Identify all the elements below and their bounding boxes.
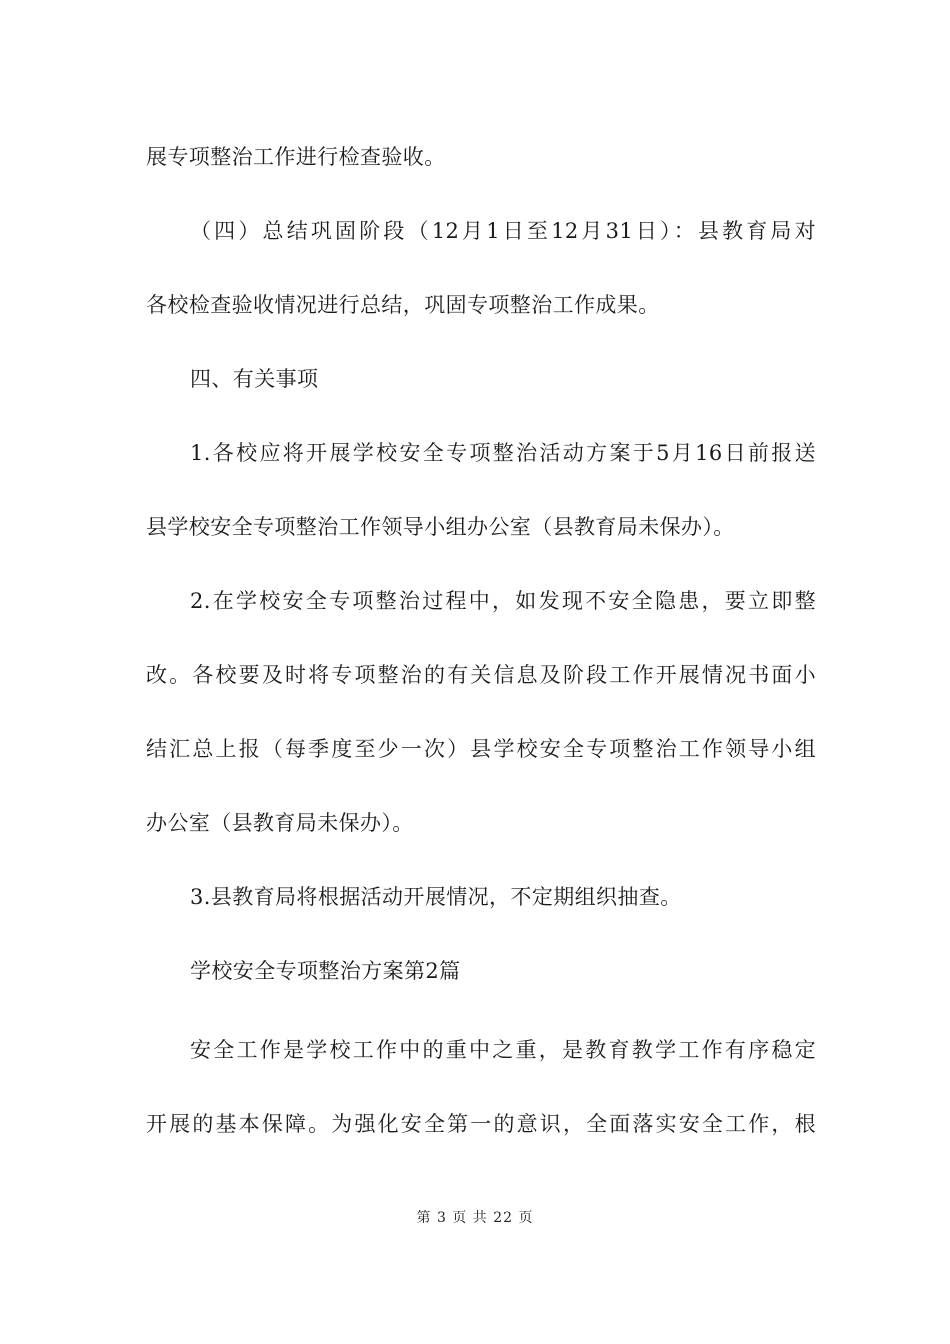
paragraph-line: 安全工作是学校工作中的重中之重，是教育教学工作有序稳定: [190, 1038, 816, 1062]
section-title: 学校安全专项整治方案第2篇: [190, 959, 461, 983]
section-heading: 四、有关事项: [190, 367, 319, 391]
paragraph-line: 结汇总上报（每季度至少一次）县学校安全专项整治工作领导小组: [146, 737, 816, 761]
paragraph-line: 展专项整治工作进行检查验收。: [146, 145, 446, 169]
paragraph-line: 办公室（县教育局未保办）。: [146, 811, 414, 835]
page-number: 第 3 页 共 22 页: [416, 1210, 534, 1226]
paragraph-line: 3.县教育局将根据活动开展情况，不定期组织抽查。: [190, 885, 682, 909]
paragraph-line: （四）总结巩固阶段（12月1日至12月31日）：县教育局对: [190, 219, 816, 243]
paragraph-line: 开展的基本保障。为强化安全第一的意识，全面落实安全工作，根: [146, 1112, 816, 1136]
paragraph-line: 各校检查验收情况进行总结，巩固专项整治工作成果。: [146, 293, 660, 317]
paragraph-line: 县学校安全专项整治工作领导小组办公室（县教育局未保办）。: [146, 515, 735, 539]
paragraph-line: 2.在学校安全专项整治过程中，如发现不安全隐患，要立即整: [190, 589, 816, 613]
paragraph-line: 改。各校要及时将专项整治的有关信息及阶段工作开展情况书面小: [146, 663, 816, 687]
paragraph-line: 1.各校应将开展学校安全专项整治活动方案于5月16日前报送: [190, 441, 816, 465]
